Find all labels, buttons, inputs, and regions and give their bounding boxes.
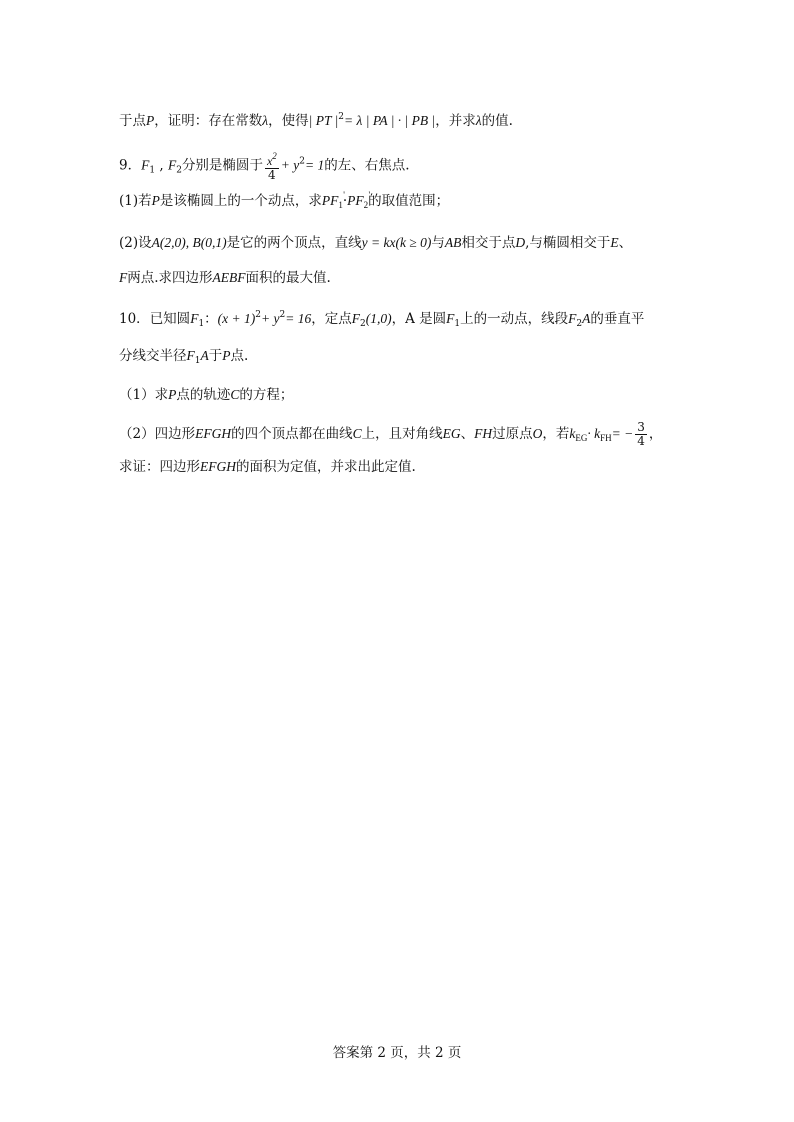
vector-pf2: $PF_2$ ' bbox=[347, 193, 368, 208]
math-var: C bbox=[352, 426, 362, 441]
text: 于点 bbox=[119, 113, 146, 129]
continuation-line bbox=[119, 107, 513, 131]
math-var: O bbox=[532, 426, 543, 441]
text: , bbox=[155, 157, 168, 174]
text: 于 bbox=[208, 348, 223, 364]
text: （2）四边形 bbox=[119, 426, 196, 442]
text: 上，且对角线 bbox=[361, 426, 443, 442]
math-var: E bbox=[610, 235, 619, 250]
question-9-part-2-cont bbox=[119, 268, 331, 288]
math-var: P bbox=[151, 193, 160, 208]
text: ，定点 bbox=[311, 311, 352, 327]
text: ， bbox=[648, 426, 663, 442]
question-10 bbox=[119, 305, 644, 334]
math-var: FH bbox=[474, 426, 493, 441]
math-sup: 2 bbox=[299, 156, 305, 167]
math-expr: + y bbox=[261, 311, 280, 326]
text: ，A 是圆 bbox=[391, 311, 447, 327]
text: 是它的两个顶点，直线 bbox=[226, 235, 362, 251]
math-expr: y = kx(k ≥ 0) bbox=[361, 235, 432, 250]
fraction-numerator: $x^2$ bbox=[266, 151, 277, 168]
question-10-cont bbox=[119, 346, 248, 371]
math-expr: (x + 1) bbox=[217, 311, 256, 326]
fraction-denominator: 4 bbox=[637, 434, 645, 448]
text: (1)若 bbox=[119, 193, 152, 209]
vector-pf1: $PF_1$ ' bbox=[322, 193, 343, 208]
question-10-part-2-cont bbox=[119, 457, 416, 477]
math-var: k bbox=[569, 426, 576, 441]
math-expr: · k bbox=[587, 426, 601, 441]
math-sup: 2 bbox=[255, 310, 261, 320]
text: ,与椭圆相交于 bbox=[525, 235, 611, 251]
page-footer: 答案第 2 页，共 2 页 bbox=[332, 1045, 462, 1061]
text: 、 bbox=[460, 426, 475, 442]
math-expr: (1,0) bbox=[365, 311, 392, 326]
math-sub: EG bbox=[575, 433, 588, 443]
fraction bbox=[635, 421, 647, 448]
text: 的方程； bbox=[239, 387, 294, 403]
text: ，若 bbox=[542, 426, 570, 442]
text: ，证明：存在常数 bbox=[154, 113, 263, 129]
math-var: F bbox=[568, 311, 577, 326]
math-sub: 1 bbox=[454, 319, 461, 329]
math-lambda: λ bbox=[262, 113, 269, 128]
math-var: AB bbox=[444, 235, 462, 250]
math-var: F bbox=[446, 311, 455, 326]
text: 、 bbox=[618, 235, 633, 251]
math-var: AEBF bbox=[212, 270, 246, 285]
math-var: P bbox=[146, 113, 155, 128]
text: 面积的最大值. bbox=[245, 270, 331, 286]
math-var: F bbox=[190, 311, 199, 326]
text: 两点.求四边形 bbox=[127, 270, 213, 286]
math-expr: = − bbox=[611, 426, 634, 441]
text: 过原点 bbox=[492, 426, 533, 442]
math-sub: 1 bbox=[149, 165, 156, 176]
text: 的面积为定值，并求出此定值. bbox=[236, 459, 416, 475]
math-expr: + y bbox=[280, 157, 300, 173]
text: 上的一动点，线段 bbox=[460, 311, 569, 327]
math-var: EFGH bbox=[195, 426, 232, 441]
math-var: EFGH bbox=[200, 459, 236, 474]
question-number: 10． bbox=[119, 311, 150, 327]
text: 的值. bbox=[481, 113, 513, 129]
fraction bbox=[265, 150, 279, 182]
text: 与 bbox=[431, 235, 445, 251]
math-var: D bbox=[515, 235, 526, 250]
question-9 bbox=[119, 150, 410, 182]
math-var: F bbox=[119, 270, 128, 285]
text: 的四个顶点都在曲线 bbox=[231, 426, 353, 442]
question-number: 9． bbox=[119, 157, 142, 174]
math-expr: A(2,0), B(0,1) bbox=[151, 235, 227, 250]
math-sub: 2 bbox=[576, 319, 583, 329]
text: 分线交半径 bbox=[119, 348, 187, 364]
math-sup: 2 bbox=[279, 310, 286, 320]
text: （1）求 bbox=[119, 387, 169, 403]
math-expr: = λ | PA | · | PB | bbox=[344, 113, 436, 128]
question-9-part-1 bbox=[119, 191, 449, 215]
text: 相交于点 bbox=[461, 235, 516, 251]
math-expr: | PT | bbox=[308, 113, 339, 128]
math-var: F bbox=[351, 311, 360, 326]
math-var: A bbox=[200, 348, 209, 363]
math-expr: = 16 bbox=[285, 311, 312, 326]
fraction-denominator: 4 bbox=[268, 168, 276, 182]
text: 的取值范围； bbox=[368, 193, 450, 209]
text: 点的轨迹 bbox=[176, 387, 231, 403]
text: 的垂直平 bbox=[590, 311, 645, 327]
text: 点. bbox=[230, 348, 249, 364]
text: · bbox=[342, 193, 348, 209]
math-var: EG bbox=[442, 426, 461, 441]
math-var: P bbox=[222, 348, 231, 363]
math-sub: 2 bbox=[359, 319, 366, 329]
math-var: C bbox=[230, 387, 240, 402]
math-lambda: λ bbox=[475, 113, 482, 128]
text: 于 bbox=[249, 157, 263, 174]
math-sub: FH bbox=[600, 433, 612, 443]
math-var: F bbox=[186, 348, 195, 363]
text: ，使得 bbox=[268, 113, 309, 129]
text: (2)设 bbox=[119, 235, 152, 251]
math-var: F bbox=[141, 157, 150, 173]
text: 求证：四边形 bbox=[119, 459, 200, 475]
math-sub: 1 bbox=[198, 319, 205, 329]
math-sub: 1 bbox=[194, 356, 201, 366]
question-9-part-2 bbox=[119, 233, 632, 253]
math-sup: 2 bbox=[338, 112, 345, 122]
math-sub: 2 bbox=[176, 165, 182, 176]
text: ，并求 bbox=[435, 113, 476, 129]
math-var: A bbox=[582, 311, 591, 326]
text: 的左、右焦点. bbox=[324, 157, 410, 174]
text: 分别是椭圆 bbox=[181, 157, 250, 174]
text: ： bbox=[204, 311, 218, 327]
fraction-numerator: 3 bbox=[637, 420, 645, 434]
text: 是该椭圆上的一个动点，求 bbox=[159, 193, 322, 209]
math-var: P bbox=[168, 387, 177, 402]
question-10-part-2 bbox=[119, 421, 662, 448]
math-expr: = 1 bbox=[304, 157, 325, 173]
question-10-part-1 bbox=[119, 385, 293, 405]
text: 已知圆 bbox=[149, 311, 191, 327]
math-var: F bbox=[167, 157, 177, 173]
